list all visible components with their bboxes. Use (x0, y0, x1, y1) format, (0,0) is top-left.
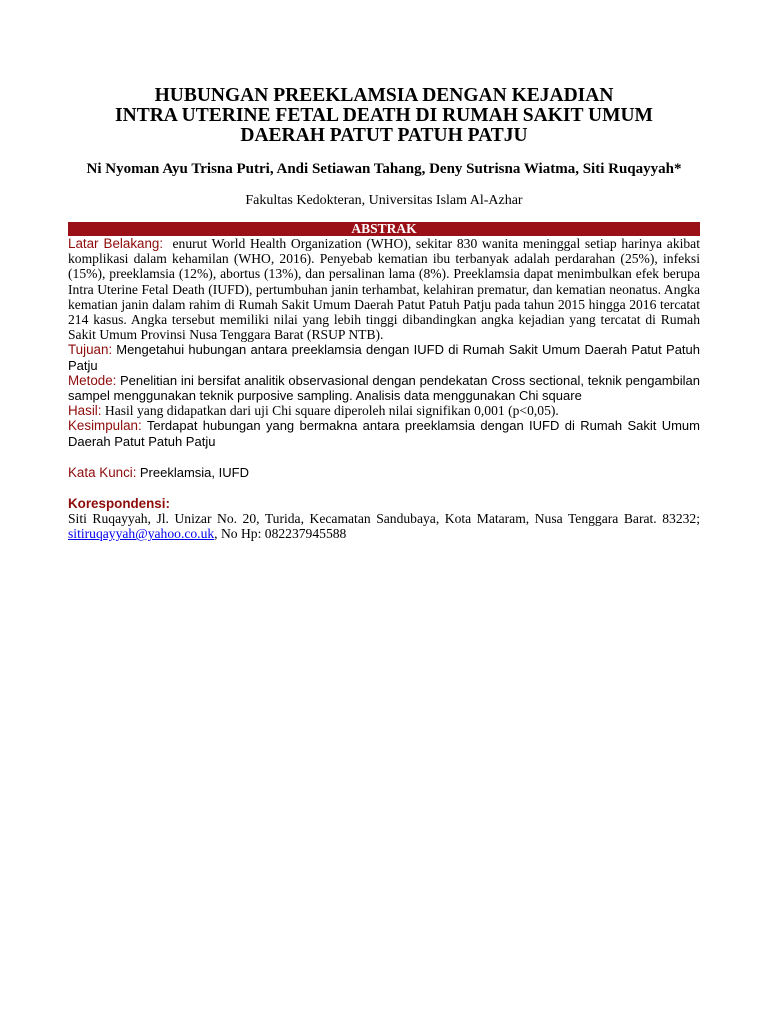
correspondence-email-link[interactable]: sitiruqayyah@yahoo.co.uk (68, 526, 215, 542)
title-line-2: INTRA UTERINE FETAL DEATH DI RUMAH SAKIT UMUM (115, 105, 653, 126)
background-label: Latar Belakang: (68, 236, 164, 251)
conclusion-label: Kesimpulan: (68, 418, 142, 434)
method-paragraph (68, 373, 700, 403)
author-list: Ni Nyoman Ayu Trisna Putri, Andi Setiawan Tahang, Deny Sutrisna Wiatma, Siti Ruqayyah* (86, 161, 682, 177)
keywords-text: Preeklamsia, IUFD (139, 464, 249, 480)
title-line-1: HUBUNGAN PREEKLAMSIA DENGAN KEJADIAN (154, 85, 614, 106)
background-paragraph (68, 236, 700, 342)
method-label: Metode: (68, 372, 117, 388)
conclusion-text: Terdapat hubungan yang bermakna antara preeklamsia dengan IUFD di Rumah Sakit Umum Daerah Patut Patuh Patju (68, 418, 700, 449)
objective-paragraph (68, 342, 700, 372)
abstract-heading-bar: ABSTRAK (68, 222, 700, 236)
paper-page (68, 86, 700, 541)
background-text: enurut World Health Organization (WHO), sekitar 830 wanita meninggal setiap harinya akibat komplikasi dalam kehamilan (WHO, 2016). Penyebab kematian ibu terbanyak adalah perdarahan (25%), infeksi (15%), preeklamsia (12%), abortus (13%), dan persalinan lama (8%). Preeklamsia dapat menimbulkan efek berupa Intra Uterine Fetal Death (IUFD), pertumbuhan janin terhambat, kelahiran prematur, dan kematian neonatus. Angka kematian janin dalam rahim di Rumah Sakit Umum Daerah Patut Patuh Patju pada tahun 2015 hingga 2016 tercatat 214 kasus. Angka tersebut memiliki nilai yang lebih tinggi dibandingkan angka kejadian yang tercatat di Rumah Sakit Umum Provinsi Nusa Tenggara Barat (RSUP NTB). (68, 236, 700, 343)
objective-label: Tujuan: (68, 342, 113, 358)
correspondence-paragraph (68, 511, 700, 541)
correspondence-block (68, 496, 700, 541)
conclusion-paragraph (68, 418, 700, 448)
affiliation: Fakultas Kedokteran, Universitas Islam Al-Azhar (245, 193, 523, 208)
abstract-body (68, 236, 700, 449)
correspondence-label: Korespondensi: (68, 496, 170, 512)
paper-title (68, 86, 700, 146)
keywords-label: Kata Kunci: (68, 464, 137, 480)
correspondence-address: Siti Ruqayyah, Jl. Unizar No. 20, Turida, Kecamatan Sandubaya, Kota Mataram, Nusa Tenggara Barat. 83232; (68, 511, 700, 527)
objective-text: Mengetahui hubungan antara preeklamsia dengan IUFD di Rumah Sakit Umum Daerah Patut Patuh Patju (68, 342, 700, 373)
keywords-paragraph (68, 465, 700, 480)
result-label: Hasil: (68, 403, 102, 419)
correspondence-phone: , No Hp: 082237945588 (214, 526, 347, 542)
method-text: Penelitian ini bersifat analitik observasional dengan pendekatan Cross sectional, teknik pengambilan sampel menggunakan teknik purposive sampling. Analisis data menggunakan Chi square (68, 372, 700, 404)
result-paragraph (68, 403, 700, 418)
result-text: Hasil yang didapatkan dari uji Chi square diperoleh nilai signifikan 0,001 (p<0,05). (104, 403, 559, 419)
title-line-3: DAERAH PATUT PATUH PATJU (240, 125, 528, 146)
